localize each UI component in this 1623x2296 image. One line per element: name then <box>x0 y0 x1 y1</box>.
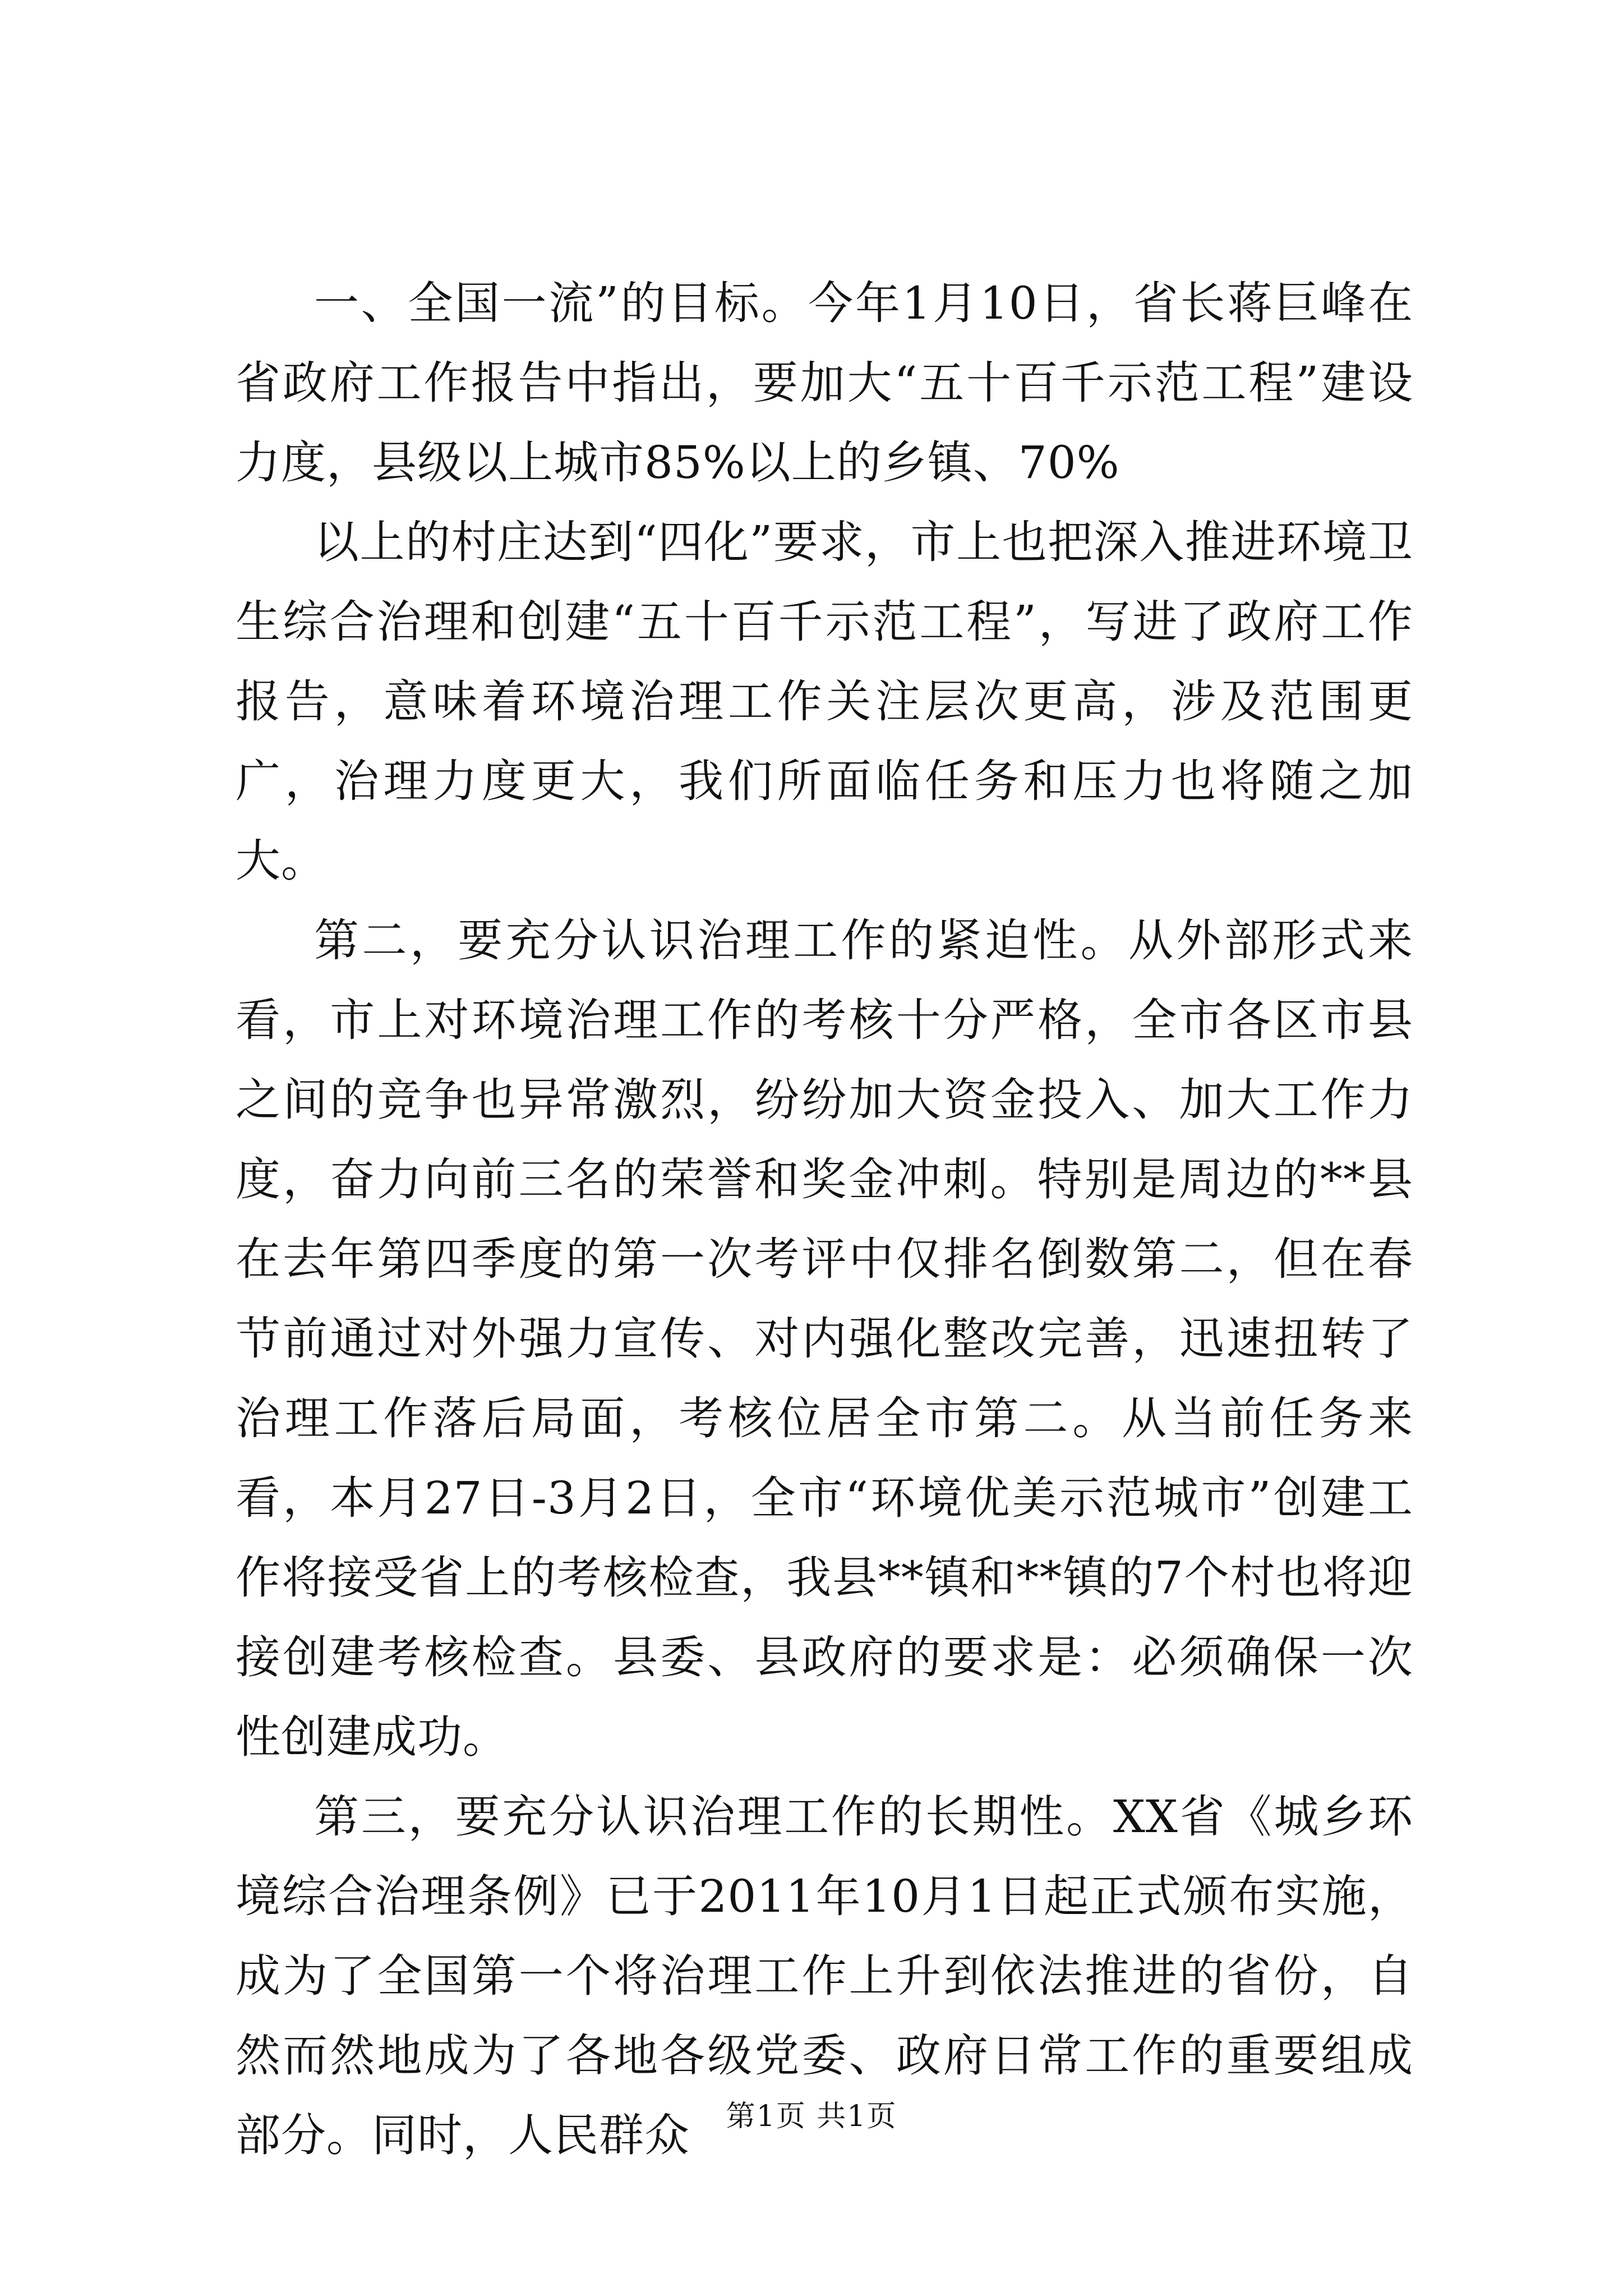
page-footer: 第1页 共1页 <box>726 2100 897 2133</box>
document-body <box>236 264 1413 2175</box>
paragraph-2: 以上的村庄达到“四化”要求，市上也把深入推进环境卫生综合治理和创建“五十百千示范工程”，写进了政府工作报告，意味着环境治理工作关注层次更高，涉及范围更广，治理力度更大，我们所面临任务和压力也将随之加大。 <box>236 516 1413 887</box>
paragraph-1: 一、全国一流”的目标。今年1月10日，省长蒋巨峰在省政府工作报告中指出，要加大“五十百千示范工程”建设力度，县级以上城市85%以上的乡镇、70% <box>236 277 1413 489</box>
paragraph-4: 第三，要充分认识治理工作的长期性。XX省《城乡环境综合治理条例》已于2011年10月1日起正式颁布实施，成为了全国第一个将治理工作上升到依法推进的省份，自然而然地成为了各地各级党委、政府日常工作的重要组成部分。同时，人民群众 <box>236 1791 1413 2161</box>
paragraph-3: 第二，要充分认识治理工作的紧迫性。从外部形式来看，市上对环境治理工作的考核十分严格，全市各区市县之间的竞争也异常激烈，纷纷加大资金投入、加大工作力度，奋力向前三名的荣誉和奖金冲刺。特别是周边的**县在去年第四季度的第一次考评中仅排名倒数第二，但在春节前通过对外强力宣传、对内强化整改完善，迅速扭转了治理工作落后局面，考核位居全市第二。从当前任务来看，本月27日-3月2日，全市“环境优美示范城市”创建工作将接受省上的考核检查，我县**镇和**镇的7个村也将迎接创建考核检查。县委、县政府的要求是：必须确保一次性创建成功。 <box>236 914 1413 1763</box>
